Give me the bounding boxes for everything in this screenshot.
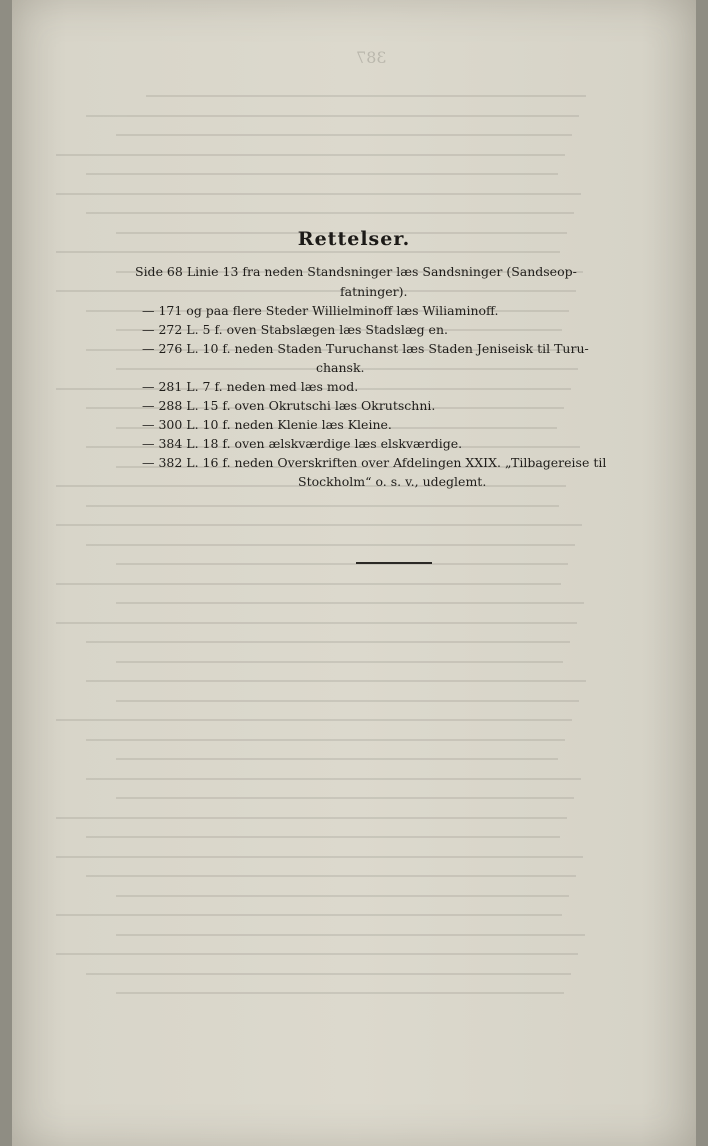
show-through-line <box>56 251 560 253</box>
correction-line: Side 68 Linie 13 fra neden Standsninger læs Sandsninger (Sandseop- <box>135 264 577 279</box>
show-through-line <box>116 895 569 897</box>
show-through-line <box>116 563 568 565</box>
correction-line: — 384 L. 18 f. oven ælskværdige læs elskværdige. <box>142 436 463 451</box>
show-through-line <box>56 719 572 721</box>
correction-line: — 171 og paa flere Steder Willielminoff læs Wiliaminoff. <box>142 303 499 318</box>
show-through-line <box>56 154 565 156</box>
page-title: Rettelser. <box>297 228 411 250</box>
correction-line: — 288 L. 15 f. oven Okrutschi læs Okrutschni. <box>142 398 436 413</box>
show-through-line <box>56 622 577 624</box>
show-through-line <box>86 836 560 838</box>
show-through-line <box>86 739 565 741</box>
show-through-line <box>56 914 562 916</box>
printed-page <box>12 0 696 1146</box>
show-through-line <box>116 661 563 663</box>
show-through-line <box>86 680 586 682</box>
mirrored-page-number: 387 <box>356 48 387 67</box>
show-through-line <box>56 290 576 292</box>
show-through-line <box>56 856 583 858</box>
correction-line: — 382 L. 16 f. neden Overskriften over Afdelingen XXIX. „Tilbagereise til <box>142 455 607 470</box>
show-through-line <box>116 797 574 799</box>
show-through-line <box>116 134 572 136</box>
correction-line: — 272 L. 5 f. oven Stabslægen læs Stadslæg en. <box>142 322 448 337</box>
show-through-text <box>12 0 696 1146</box>
show-through-line <box>86 212 574 214</box>
show-through-line <box>116 934 585 936</box>
show-through-line <box>86 115 579 117</box>
show-through-line <box>56 953 578 955</box>
show-through-line <box>86 544 575 546</box>
show-through-line <box>116 758 558 760</box>
show-through-line <box>56 524 582 526</box>
correction-line-continued: Stockholm“ o. s. v., udeglemt. <box>298 474 487 489</box>
show-through-line <box>86 173 558 175</box>
correction-line: — 281 L. 7 f. neden med læs mod. <box>142 379 359 394</box>
show-through-line <box>86 505 559 507</box>
show-through-line <box>86 973 571 975</box>
horizontal-rule <box>356 562 432 564</box>
show-through-line <box>56 193 581 195</box>
correction-line-continued: fatninger). <box>340 284 408 299</box>
show-through-line <box>86 778 581 780</box>
show-through-line <box>56 583 561 585</box>
correction-line: — 300 L. 10 f. neden Klenie læs Kleine. <box>142 417 392 432</box>
show-through-line <box>86 875 576 877</box>
correction-line-continued: chansk. <box>316 360 365 375</box>
show-through-line <box>116 602 584 604</box>
show-through-line <box>116 700 579 702</box>
show-through-line <box>116 992 564 994</box>
show-through-line <box>146 95 586 97</box>
correction-line: — 276 L. 10 f. neden Staden Turuchanst læs Staden Jeniseisk til Turu- <box>142 341 589 356</box>
show-through-line <box>86 641 570 643</box>
show-through-line <box>56 817 567 819</box>
